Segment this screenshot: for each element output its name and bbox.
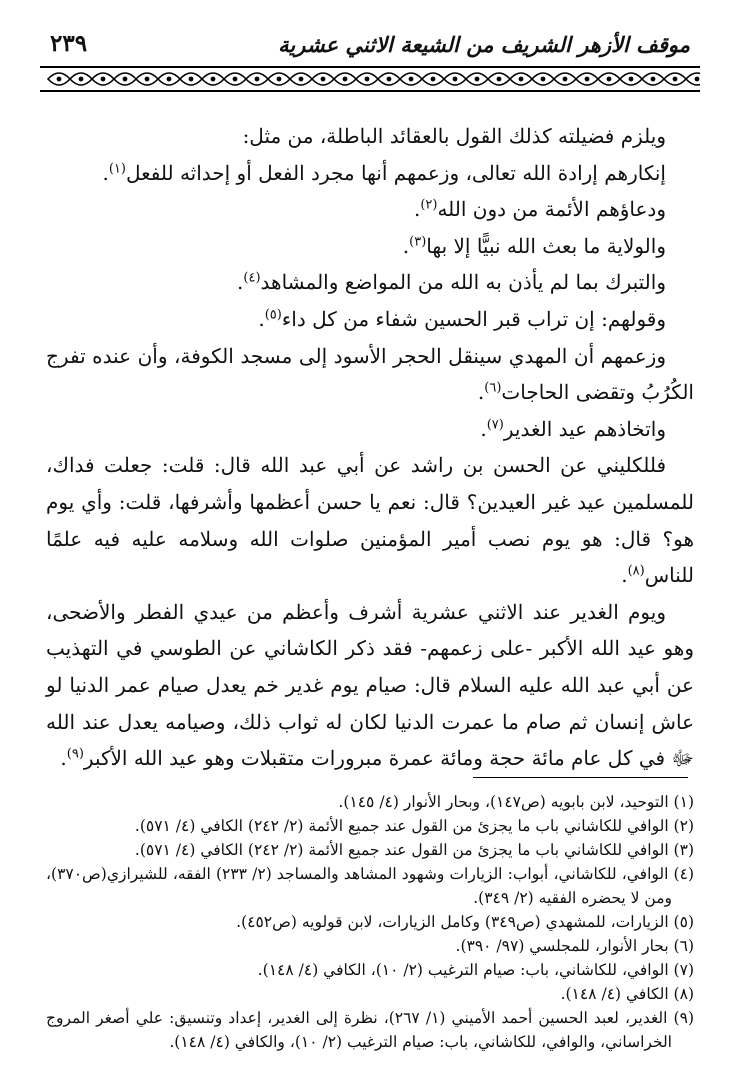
ornament-dot: [343, 77, 348, 82]
paragraph-end-mark: .: [402, 233, 410, 258]
paragraph-end-mark: .: [413, 197, 421, 222]
footnote-item: (٦) بحار الأنوار، للمجلسي (٩٧/ ٣٩٠).: [455, 936, 694, 955]
ornament-dot: [585, 77, 590, 82]
ornament-dot: [519, 77, 524, 82]
running-title: موقف الأزهر الشريف من الشيعة الاثني عشرية: [278, 32, 690, 57]
body-paragraph: [46, 594, 694, 777]
page-header: [40, 30, 700, 64]
footnote-reference[interactable]: (٢): [420, 197, 438, 213]
ornament-dot: [409, 77, 414, 82]
footnote-reference[interactable]: (١): [108, 160, 126, 176]
footnote-item: (٨) الكافي (٤/ ١٤٨).: [560, 984, 694, 1003]
ornament-dot: [365, 77, 370, 82]
paragraph-text: ويوم الغدير عند الاثني عشرية أشرف وأعظم من عيدي الفطر والأضحى، وهو عيد الله الأكبر -على زعمهم- فقد ذكر الكاشاني عن الطوسي في التهذيب عن أبي عبد الله عليه السلام قال: صيام يوم غدير خم يعدل صيام عمر الدنيا لو عاش إنسان ثم صام ما عمرت الدنيا لكان له ثواب ذلك، وصيامه يعدل عند الله ﷻ في كل عام مائة حجة ومائة عمرة مبرورات متقبلات وهو عيد الله الأكبر: [46, 599, 694, 771]
ornament-dot: [277, 77, 282, 82]
ornament-dot: [233, 77, 238, 82]
body-paragraph: [46, 411, 694, 448]
body-paragraph: [46, 191, 694, 228]
ornament-dot: [299, 77, 304, 82]
ornament-dot: [79, 77, 84, 82]
footnote-reference[interactable]: (٧): [486, 417, 504, 433]
footnote-separator: [40, 777, 700, 778]
page-number: ٢٣٩: [50, 30, 88, 57]
ornament-dot: [497, 77, 502, 82]
ornament-dot: [695, 77, 700, 82]
ornament-dot: [563, 77, 568, 82]
paragraph-text: والولاية ما بعث الله نبيًّا إلا بها: [426, 233, 666, 258]
paragraph-end-mark: .: [480, 416, 487, 441]
paragraph-end-mark: .: [60, 746, 67, 771]
paragraph-text: واتخاذهم عيد الغدير: [503, 416, 666, 441]
body-paragraph: [46, 338, 694, 411]
body-paragraph: [46, 301, 694, 338]
ornament-dot: [57, 77, 62, 82]
footnote-item: (١) التوحيد، لابن بابويه (ص١٤٧)، وبحار الأنوار (٤/ ١٤٥).: [338, 792, 694, 811]
footnote-reference[interactable]: (٣): [409, 234, 427, 250]
main-text: [40, 118, 700, 777]
footnote-reference[interactable]: (٦): [484, 380, 502, 396]
ornament-dot: [673, 77, 678, 82]
footnote-reference[interactable]: (٤): [243, 270, 261, 286]
body-paragraph: [46, 264, 694, 301]
footnotes: [40, 790, 700, 1054]
ornament-dot: [607, 77, 612, 82]
paragraph-end-mark: .: [102, 160, 109, 185]
ornament-dot: [255, 77, 260, 82]
ornament-dot: [651, 77, 656, 82]
footnote-item: (٢) الوافي للكاشاني باب ما يجزئ من القول عند جميع الأئمة (٢/ ٢٤٢) الكافي (٤/ ٥٧١).: [134, 816, 694, 835]
paragraph-text: وزعمهم أن المهدي سينقل الحجر الأسود إلى مسجد الكوفة، وأن عنده تفرج الكُرُبُ وتقضى الحاجات: [46, 343, 694, 405]
ornament-dot: [475, 77, 480, 82]
paragraph-end-mark: .: [258, 306, 265, 331]
footnote-item: (٣) الوافي للكاشاني باب ما يجزئ من القول عند جميع الأئمة (٢/ ٢٤٢) الكافي (٤/ ٥٧١).: [134, 840, 694, 859]
body-paragraph: [46, 155, 694, 192]
footnote-item: (٥) الزيارات، للمشهدي (ص٣٤٩) وكامل الزيارات، لابن قولويه (ص٤٥٢).: [236, 912, 694, 931]
ornament-dot: [321, 77, 326, 82]
ornament-dot: [541, 77, 546, 82]
footnote-reference[interactable]: (٩): [66, 746, 84, 762]
ornament-dot: [387, 77, 392, 82]
ornament-dot: [145, 77, 150, 82]
ornament-dot: [211, 77, 216, 82]
footnote-item: (٩) الغدير، لعبد الحسين أحمد الأميني (١/ ٢٦٧)، نظرة إلى الغدير، إعداد وتنسيق: علي أصغر المروج الخراساني، والوافي، للكاشاني، باب: صيام الترغيب (٢/ ١٠)، والكافي (٤/ ١٤٨).: [46, 1008, 694, 1051]
paragraph-end-mark: .: [621, 563, 628, 588]
ornament-dot: [629, 77, 634, 82]
body-paragraph: [46, 228, 694, 265]
paragraph-text: ودعاؤهم الأئمة من دون الله: [437, 197, 666, 222]
footnote-reference[interactable]: (٨): [627, 563, 645, 579]
paragraph-end-mark: .: [237, 270, 244, 295]
ornament-dot: [101, 77, 106, 82]
paragraph-text: والتبرك بما لم يأذن به الله من المواضع والمشاهد: [260, 270, 666, 295]
ornament-dot: [189, 77, 194, 82]
paragraph-end-mark: .: [477, 380, 485, 405]
paragraph-text: وقولهم: إن تراب قبر الحسين شفاء من كل داء: [281, 306, 666, 331]
paragraph-text: فللكليني عن الحسن بن راشد عن أبي عبد الله قال: قلت: جعلت فداك، للمسلمين عيد غير العيدين؟ قال: نعم يا حسن أعظمها وأشرفها، قلت: وأي يوم هو؟ قال: هو يوم نصب أمير المؤمنين صلوات الله وسلامه عليه فيه علمًا للناس: [46, 453, 694, 588]
ornament-dot: [167, 77, 172, 82]
ornament-dot: [123, 77, 128, 82]
footnote-item: (٧) الوافي، للكاشاني، باب: صيام الترغيب (٢/ ١٠)، الكافي (٤/ ١٤٨).: [257, 960, 694, 979]
book-page: [40, 30, 700, 1070]
paragraph-text: إنكارهم إرادة الله تعالى، وزعمهم أنها مجرد الفعل أو إحداثه للفعل: [125, 160, 666, 185]
paragraph-text: ويلزم فضيلته كذلك القول بالعقائد الباطلة، من مثل:: [242, 124, 666, 148]
footnote-item: (٤) الوافي، للكاشاني، أبواب: الزيارات وشهود المشاهد والمساجد (٢/ ٢٣٣) الفقه، للشيرازي(ص٣٧٠)، ومن لا يحضره الفقيه (٢/ ٣٤٩).: [46, 864, 694, 907]
footnote-reference[interactable]: (٥): [264, 307, 282, 323]
body-paragraph: [46, 447, 694, 593]
ornamental-border: [40, 64, 700, 94]
ornament-dot: [453, 77, 458, 82]
ornament-dot: [431, 77, 436, 82]
body-paragraph: [46, 118, 694, 155]
